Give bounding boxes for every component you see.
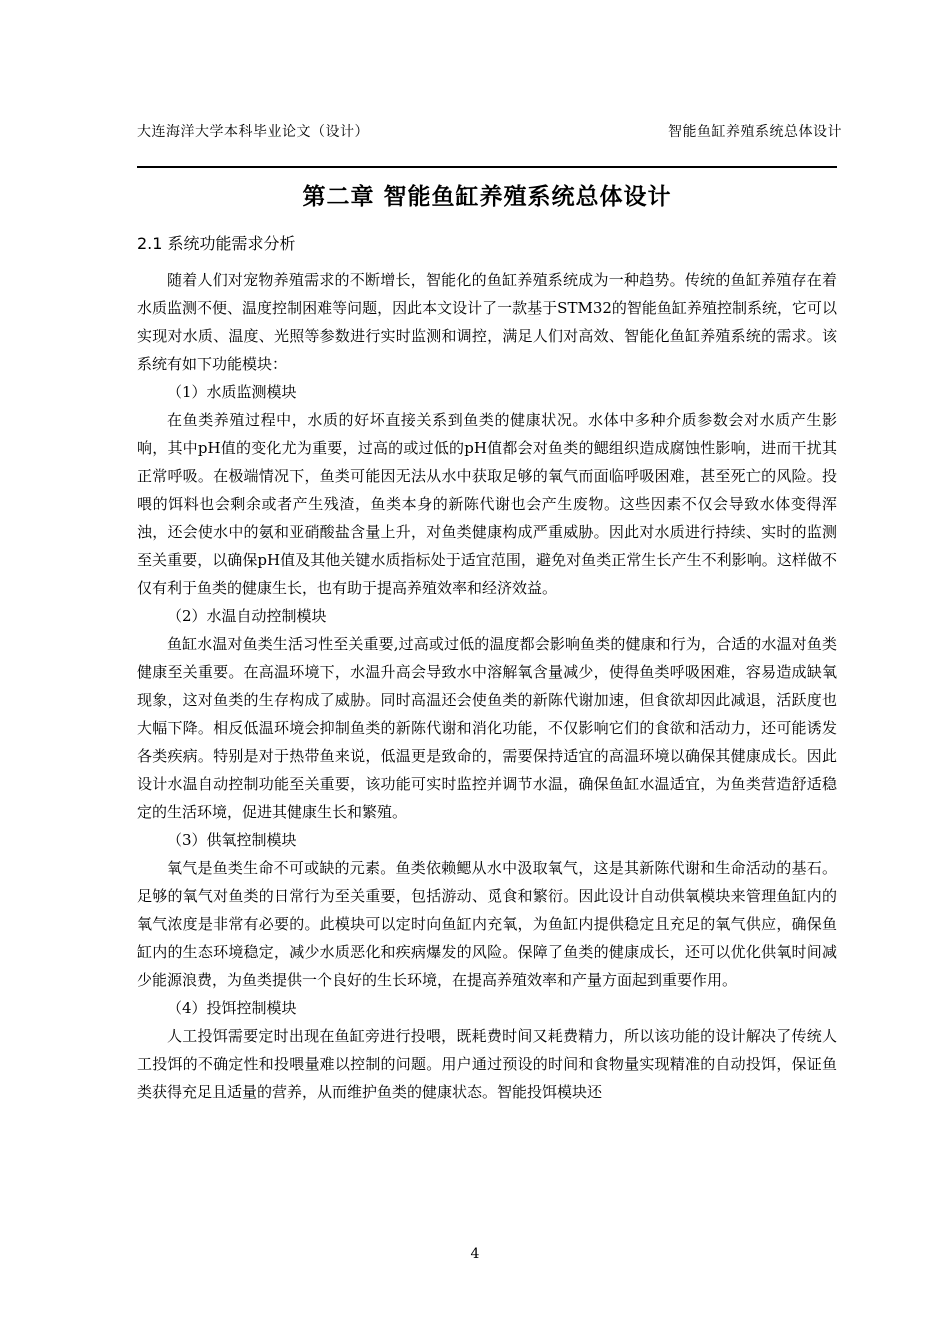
module-2-paragraph: 鱼缸水温对鱼类生活习性至关重要,过高或过低的温度都会影响鱼类的健康和行为，合适的水温对鱼类健康至关重要。在高温环境下，水温升高会导致水中溶解氧含量减少，使得鱼类呼吸困难，容易造成缺氧现象，这对鱼类的生存构成了威胁。同时高温还会使鱼类的新陈代谢加速，但食欲却因此减退，活跃度也大幅下降。相反低温环境会抑制鱼类的新陈代谢和消化功能，不仅影响它们的食欲和活动力，还可能诱发各类疾病。特别是对于热带鱼来说，低温更是致命的，需要保持适宜的高温环境以确保其健康成长。因此设计水温自动控制功能至关重要，该功能可实时监控并调节水温，确保鱼缸水温适宜，为鱼类营造舒适稳定的生活环境，促进其健康生长和繁殖。: [137, 635, 837, 821]
module-1-heading: （1）水质监测模块: [167, 383, 297, 401]
section-title: 2.1 系统功能需求分析: [137, 234, 296, 253]
page-number: 4: [470, 1246, 480, 1262]
intro-paragraph: 随着人们对宠物养殖需求的不断增长，智能化的鱼缸养殖系统成为一种趋势。传统的鱼缸养殖存在着水质监测不便、温度控制困难等问题，因此本文设计了一款基于STM32的智能鱼缸养殖控制系统，它可以实现对水质、温度、光照等参数进行实时监测和调控，满足人们对高效、智能化鱼缸养殖系统的需求。该系统有如下功能模块：: [137, 271, 837, 373]
module-1-paragraph: 在鱼类养殖过程中，水质的好坏直接关系到鱼类的健康状况。水体中多种介质参数会对水质产生影响，其中pH值的变化尤为重要，过高的或过低的pH值都会对鱼类的鳃组织造成腐蚀性影响，进而干扰其正常呼吸。在极端情况下，鱼类可能因无法从水中获取足够的氧气而面临呼吸困难，甚至死亡的风险。投喂的饵料也会剩余或者产生残渣，鱼类本身的新陈代谢也会产生废物。这些因素不仅会导致水体变得浑浊，还会使水中的氨和亚硝酸盐含量上升，对鱼类健康构成严重威胁。因此对水质进行持续、实时的监测至关重要，以确保pH值及其他关键水质指标处于适宜范围，避免对鱼类正常生长产生不利影响。这样做不仅有利于鱼类的健康生长，也有助于提高养殖效率和经济效益。: [137, 411, 837, 597]
module-4-paragraph: 人工投饵需要定时出现在鱼缸旁进行投喂，既耗费时间又耗费精力，所以该功能的设计解决了传统人工投饵的不确定性和投喂量难以控制的问题。用户通过预设的时间和食物量实现精准的自动投饵，保证鱼类获得充足且适量的营养，从而维护鱼类的健康状态。智能投饵模块还: [137, 1027, 837, 1101]
module-2-heading: （2）水温自动控制模块: [167, 607, 327, 625]
module-3-heading: （3）供氧控制模块: [167, 831, 297, 849]
module-3-paragraph: 氧气是鱼类生命不可或缺的元素。鱼类依赖鳃从水中汲取氧气，这是其新陈代谢和生命活动的基石。足够的氧气对鱼类的日常行为至关重要，包括游动、觅食和繁衍。因此设计自动供氧模块来管理鱼缸内的氧气浓度是非常有必要的。此模块可以定时向鱼缸内充氧，为鱼缸内提供稳定且充足的氧气供应，确保鱼缸内的生态环境稳定，减少水质恶化和疾病爆发的风险。保障了鱼类的健康成长，还可以优化供氧时间减少能源浪费，为鱼类提供一个良好的生长环境，在提高养殖效率和产量方面起到重要作用。: [137, 859, 837, 989]
module-4-heading: （4）投饵控制模块: [167, 999, 297, 1017]
chapter-title: 第二章 智能鱼缸养殖系统总体设计: [302, 184, 672, 210]
running-header-right: 智能鱼缸养殖系统总体设计: [668, 124, 842, 140]
header-divider: [137, 166, 837, 168]
running-header-left: 大连海洋大学本科毕业论文（设计）: [137, 124, 369, 140]
body-text: [137, 266, 837, 1106]
